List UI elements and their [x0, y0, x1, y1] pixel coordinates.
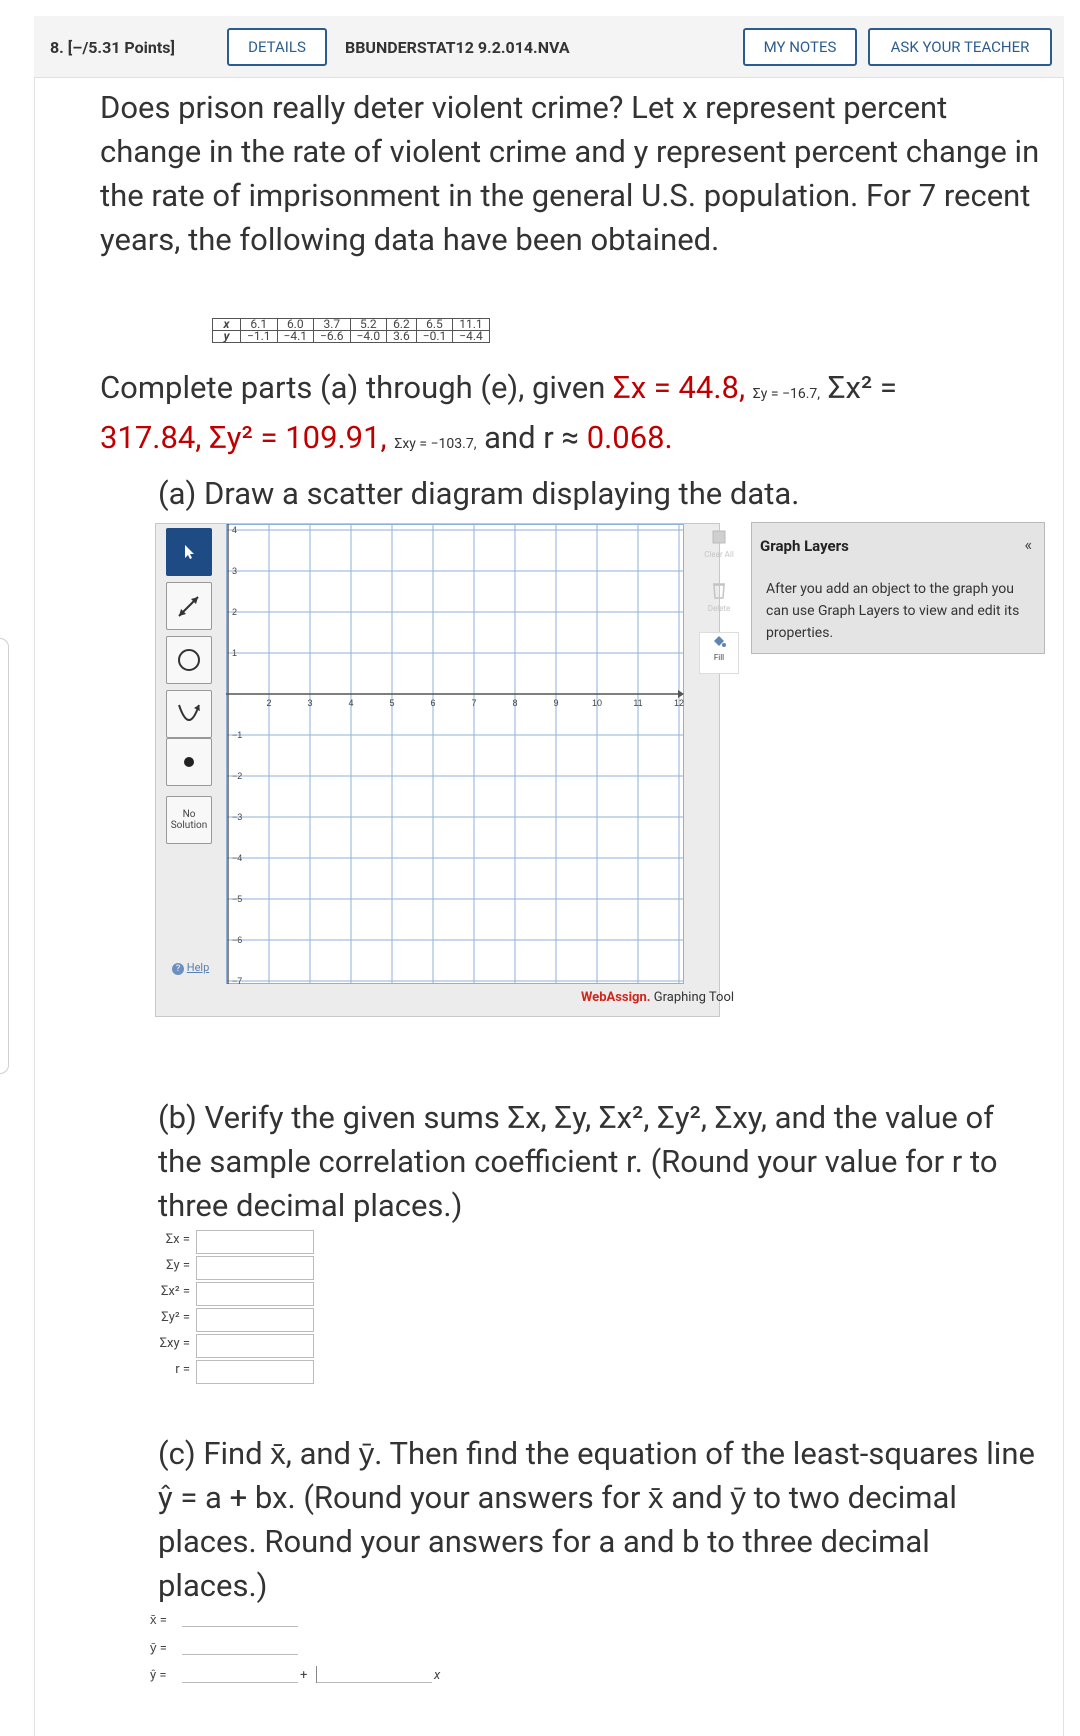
- y-tick-label: 2: [232, 607, 238, 617]
- line-icon: [174, 591, 204, 621]
- branding-web: Web: [581, 990, 607, 1005]
- sum-x2-input[interactable]: [196, 1282, 314, 1306]
- sum-xy-label: Σxy =: [159, 1336, 190, 1351]
- webassign-branding: [581, 990, 734, 1005]
- sum-y: Σy = −16.7,: [752, 386, 821, 402]
- x-tick-label: 3: [307, 698, 313, 708]
- table-cell: 6.1: [241, 319, 278, 331]
- parabola-tool-button[interactable]: [166, 690, 212, 738]
- sum-y-input[interactable]: [196, 1256, 314, 1280]
- sum-x2-label: Σx² =: [160, 1284, 190, 1299]
- fill-label: Fill: [713, 653, 725, 662]
- table-cell: 3.6: [387, 331, 417, 343]
- graph-layers-panel: [751, 522, 1045, 654]
- point-tool-button[interactable]: [166, 738, 212, 786]
- sum-x: Σx = 44.8,: [613, 369, 746, 406]
- pointer-tool-button[interactable]: [166, 528, 212, 576]
- question-number: 8. [–/5.31 Points]: [50, 38, 175, 57]
- sum-x2-value: 317.84,: [100, 419, 202, 456]
- y-tick-label: 4: [232, 525, 238, 535]
- table-cell: 6.5: [416, 319, 453, 331]
- side-tab: [0, 638, 9, 1074]
- details-button[interactable]: DETAILS: [227, 28, 327, 66]
- line-tool-button[interactable]: [166, 582, 212, 630]
- x-tick-label: 12: [673, 698, 684, 708]
- sum-y2: Σy² = 109.91,: [209, 419, 387, 456]
- x-tick-label: 5: [389, 698, 395, 708]
- pointer-icon: [180, 543, 198, 561]
- ybar-label: ȳ =: [150, 1641, 167, 1656]
- branding-assign: Assign.: [606, 990, 651, 1005]
- table-row-y: [213, 331, 490, 343]
- no-solution-line2: Solution: [170, 820, 208, 831]
- table-cell: −0.1: [416, 331, 453, 343]
- x-tick-label: 8: [512, 698, 518, 708]
- x-tick-label: 7: [471, 698, 477, 708]
- sum-x-input[interactable]: [196, 1230, 314, 1254]
- x-tick-label: 4: [348, 698, 354, 708]
- sum-x-label: Σx =: [165, 1232, 190, 1247]
- collapse-icon[interactable]: «: [1024, 535, 1032, 554]
- given-sums: [100, 366, 1045, 466]
- x-tick-label: 6: [430, 698, 436, 708]
- b-input[interactable]: [316, 1682, 432, 1683]
- clear-all-label: Clear All: [704, 550, 734, 559]
- table-cell: −6.6: [314, 331, 351, 343]
- no-solution-button[interactable]: [166, 796, 212, 844]
- fill-bucket-icon: [711, 633, 727, 649]
- xbar-input[interactable]: [182, 1626, 298, 1627]
- b-input-cursor: [316, 1666, 317, 1683]
- sum-x2: Σx² =: [827, 369, 897, 406]
- table-header-y: y: [213, 331, 241, 343]
- table-header-x: x: [213, 319, 241, 331]
- clear-all-icon: [710, 528, 728, 546]
- grid-border: [226, 524, 684, 984]
- x-suffix: x: [434, 1668, 441, 1683]
- table-cell: −4.4: [453, 331, 490, 343]
- help-label: Help: [186, 961, 210, 974]
- y-tick-label: −3: [232, 812, 243, 822]
- graph-canvas[interactable]: [226, 524, 684, 984]
- a-input[interactable]: [182, 1682, 298, 1683]
- y-tick-label: 1: [232, 648, 238, 658]
- yhat-label: ŷ =: [150, 1668, 167, 1683]
- table-cell: 3.7: [314, 319, 351, 331]
- branding-tool: Graphing Tool: [653, 990, 735, 1005]
- table-cell: −4.1: [277, 331, 314, 343]
- point-icon: [182, 755, 196, 769]
- no-solution-label: [171, 809, 208, 831]
- graph-layers-title: Graph Layers: [760, 537, 849, 555]
- sum-y-label: Σy =: [166, 1258, 190, 1273]
- delete-button[interactable]: [701, 580, 737, 622]
- sum-xy-input[interactable]: [196, 1334, 314, 1358]
- y-tick-label: −5: [232, 894, 243, 904]
- table-cell: −4.0: [350, 331, 387, 343]
- delete-label: Delete: [707, 604, 731, 613]
- x-tick-label: 2: [266, 698, 272, 708]
- ybar-input[interactable]: [182, 1654, 298, 1655]
- table-cell: 6.0: [277, 319, 314, 331]
- parabola-icon: [174, 699, 204, 729]
- part-a-label: (a) Draw a scatter diagram displaying the data.: [158, 475, 800, 512]
- table-cell: 6.2: [387, 319, 417, 331]
- table-cell: 11.1: [453, 319, 490, 331]
- and-r: and r ≈: [484, 419, 579, 456]
- sum-xy: Σxy = −103.7,: [394, 436, 477, 452]
- table-cell: 5.2: [350, 319, 387, 331]
- sum-y2-label: Σy² =: [161, 1310, 190, 1325]
- y-tick-label: 3: [232, 566, 238, 576]
- help-link[interactable]: [172, 961, 209, 975]
- x-tick-label: 11: [633, 698, 643, 708]
- x-tick-label: 9: [553, 698, 559, 708]
- plus-sign: +: [300, 1668, 308, 1683]
- circle-tool-button[interactable]: [166, 636, 212, 684]
- problem-intro: Does prison really deter violent crime? Let x represent percent change in the rate of violent crime and y represent percent change in the rate of imprisonment in the general U.S. population. For 7 recent years, the following data have been obtained.: [100, 89, 1040, 258]
- y-tick-label: −7: [232, 976, 243, 984]
- y-tick-label: −2: [232, 771, 243, 781]
- given-prefix: Complete parts (a) through (e), given: [100, 369, 614, 406]
- r-value: 0.068.: [586, 419, 673, 456]
- r-input[interactable]: [196, 1360, 314, 1384]
- clear-all-button[interactable]: [701, 528, 737, 570]
- my-notes-button[interactable]: MY NOTES: [743, 28, 857, 66]
- part-c-label: (c) Find x̄, and ȳ. Then find the equation of the least-squares line ŷ = a + bx. (Round your answers for x̄ and ȳ to two decimal places. Round your answers for a and b to three decimal places.): [158, 1435, 1035, 1604]
- circle-icon: [174, 645, 204, 675]
- r-label: r =: [175, 1362, 190, 1377]
- question-code: BBUNDERSTAT12 9.2.014.NVA: [345, 38, 570, 57]
- fill-button[interactable]: [699, 632, 739, 674]
- help-icon: ?: [172, 963, 184, 975]
- no-solution-line1: No: [182, 809, 196, 820]
- data-table: [212, 318, 490, 343]
- graph-grid[interactable]: [226, 524, 684, 984]
- table-cell: −1.1: [241, 331, 278, 343]
- graph-side-tools: [697, 524, 741, 984]
- y-tick-label: −1: [232, 730, 243, 740]
- graph-layers-text: After you add an object to the graph you can use Graph Layers to view and edit its properties.: [766, 581, 1020, 641]
- y-tick-label: −4: [232, 853, 243, 863]
- y-tick-label: −6: [232, 935, 243, 945]
- x-tick-label: 10: [591, 698, 603, 708]
- trash-icon: [710, 580, 728, 600]
- sum-y2-input[interactable]: [196, 1308, 314, 1332]
- part-b-label: (b) Verify the given sums Σx, Σy, Σx², Σy², Σxy, and the value of the sample correlation coefficient r. (Round your value for r to three decimal places.): [158, 1099, 998, 1224]
- ask-teacher-button[interactable]: ASK YOUR TEACHER: [868, 28, 1052, 66]
- xbar-label: x̄ =: [150, 1613, 167, 1628]
